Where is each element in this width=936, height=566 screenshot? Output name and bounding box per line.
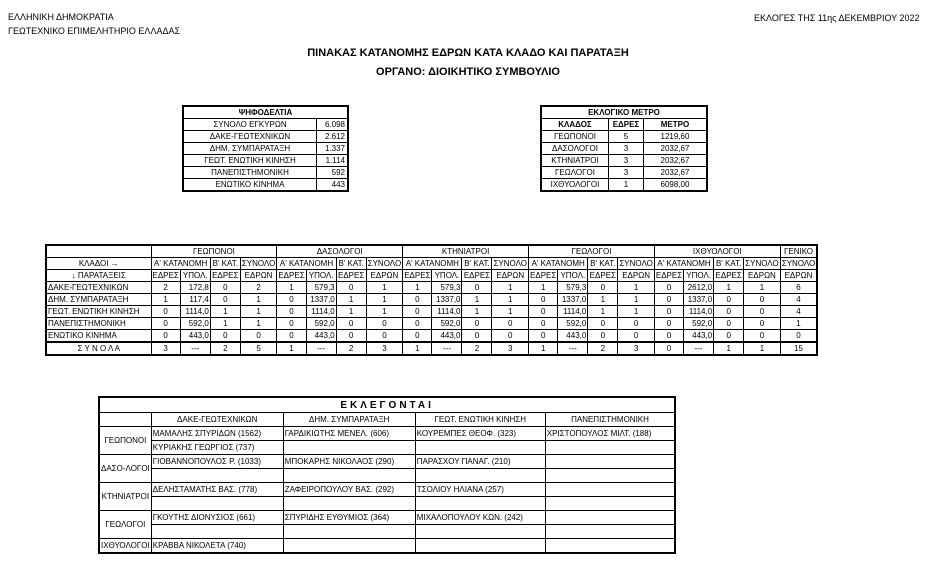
dist-faction-row: [46, 294, 817, 306]
elected-candidate: ΔΕΛΗΣΤΑΜΑΤΗΣ ΒΑΣ. (778): [151, 483, 283, 497]
dist-cell: 0: [240, 330, 277, 343]
meter-table: [540, 105, 708, 192]
elected-candidate: [283, 525, 415, 539]
dist-cell: 0: [618, 318, 655, 330]
dist-cell: 0: [744, 330, 781, 343]
dist-cell: 172,8: [180, 282, 210, 294]
elected-candidate: [151, 525, 283, 539]
dist-total-cell: 2: [462, 342, 492, 355]
dist-faction-label: ΠΑΝΕΠΙΣΤΗΜΟΝΙΚΗ: [46, 318, 151, 330]
dist-cell: 0: [492, 318, 529, 330]
dist-branch-header: ΓΕΩΛΟΓΟΙ: [529, 245, 655, 258]
dist-faction-row: [46, 306, 817, 318]
dist-sub2-cell: ΕΔΡΕΣ: [589, 271, 616, 280]
page-subtitle: ΟΡΓΑΝΟ: ΔΙΟΙΚΗΤΙΚΟ ΣΥΜΒΟΥΛΙΟ: [376, 66, 560, 78]
elected-candidate: [415, 525, 545, 539]
dist-total-cell: 1: [529, 342, 558, 355]
dist-total-cell: 1: [277, 342, 306, 355]
votes-table: [182, 105, 349, 192]
dist-cell: 1: [492, 282, 529, 294]
dist-faction-row: [46, 282, 817, 294]
elected-header-row: [99, 413, 675, 427]
dist-cell: 0: [210, 294, 240, 306]
meter-row: [541, 143, 707, 155]
elected-candidate: [415, 441, 545, 455]
elected-row: [99, 427, 675, 441]
meter-cell: ΚΤΗΝΙΑΤΡΟΙ: [541, 155, 609, 167]
dist-cell: 0: [403, 306, 432, 318]
elected-row: [99, 441, 675, 455]
dist-general-header: ΓΕΝΙΚΟ: [780, 245, 817, 258]
dist-cell: 1: [588, 306, 618, 318]
dist-cell: 1: [336, 294, 366, 306]
dist-grand-total: 15: [780, 342, 817, 355]
dist-total-cell: ---: [432, 342, 462, 355]
elected-candidate: ΚΥΡΙΑΚΗΣ ΓΕΩΡΓΙΟΣ (737): [151, 441, 283, 455]
dist-cell: 0: [714, 294, 744, 306]
elected-faction-header: ΔΑΚΕ-ΓΕΩΤΕΧΝΙΚΩΝ: [151, 413, 283, 427]
votes-row: [183, 143, 348, 155]
dist-total-cell: 3: [618, 342, 655, 355]
dist-cell: 0: [529, 294, 558, 306]
meter-cell: 2032,67: [644, 143, 708, 155]
dist-cell: 0: [277, 306, 306, 318]
dist-cell: 1: [588, 294, 618, 306]
dist-cell: 1: [462, 294, 492, 306]
dist-cell: 443,0: [684, 330, 714, 343]
dist-branch-header: ΔΑΣΟΛΟΓΟΙ: [277, 245, 403, 258]
dist-total-cell: 3: [492, 342, 529, 355]
dist-sub1-cell: ΣΥΝΟΛΟ: [745, 259, 779, 268]
votes-row: [183, 155, 348, 167]
dist-sub2-cell: ΕΔΡΕΣ: [655, 271, 683, 280]
dist-faction-label: ΔΗΜ. ΣΥΜΠΑΡΑΤΑΞΗ: [46, 294, 151, 306]
dist-sub1-cell: Β' ΚΑΤ.: [336, 258, 366, 270]
dist-branch-row: [46, 245, 817, 258]
elected-candidate: [283, 469, 415, 483]
elected-candidate: [545, 525, 675, 539]
dist-sub1-cell: Α' ΚΑΤΑΝΟΜΗ: [654, 258, 713, 270]
dist-cell: 1: [151, 294, 180, 306]
meter-cell: 3: [609, 143, 644, 155]
elected-candidate: [545, 455, 675, 469]
dist-cell: 1: [492, 294, 529, 306]
dist-sub1-cell: ΣΥΝΟΛΟ: [241, 259, 276, 268]
dist-faction-label: ΕΝΩΤΙΚΟ ΚΙΝΗΜΑ: [46, 330, 151, 343]
elected-table: [98, 396, 676, 554]
dist-cell: 0: [744, 318, 781, 330]
dist-branch-header: ΙΧΘΥΟΛΟΓΟΙ: [654, 245, 780, 258]
elected-candidate: [545, 511, 675, 525]
dist-sub2-cell: ΕΔΡΕΣ: [404, 271, 431, 280]
elected-row: [99, 539, 675, 554]
dist-cell: 0: [277, 330, 306, 343]
meter-cell: ΓΕΩΛΟΓΟΙ: [541, 167, 609, 179]
dist-cell: 592,0: [180, 318, 210, 330]
meter-header-cell: ΚΛΑΔΟΣ: [541, 119, 609, 131]
distribution-table: [45, 244, 818, 356]
elected-row: [99, 525, 675, 539]
dist-sub2-cell: ΕΔΡΕΣ: [463, 271, 491, 280]
elected-candidate: ΧΡΙΣΤΟΠΟΥΛΟΣ ΜΙΛΤ. (188): [545, 427, 675, 441]
votes-value: 443: [317, 179, 349, 192]
dist-row-total: 4: [780, 294, 817, 306]
dist-sub2-cell: ΕΔΡΩΝ: [618, 270, 655, 282]
dist-cell: 0: [588, 330, 618, 343]
dist-cell: 1: [240, 294, 277, 306]
dist-cell: 1337,0: [684, 294, 714, 306]
elected-candidate: ΜΙΧΑΛΟΠΟΥΛΟΥ ΚΩΝ. (242): [415, 511, 545, 525]
dist-cell: 0: [714, 330, 744, 343]
dist-cell: 0: [654, 294, 683, 306]
dist-sub2-cell: ΕΔΡΕΣ: [212, 271, 239, 280]
elected-corner: [99, 413, 151, 427]
dist-cell: 0: [462, 282, 492, 294]
dist-cell: 0: [529, 318, 558, 330]
dist-cell: 2612,0: [684, 282, 714, 294]
dist-cell: 1114,0: [306, 306, 336, 318]
org-line-republic: ΕΛΛΗΝΙΚΗ ΔΗΜΟΚΡΑΤΙΑ: [8, 12, 114, 22]
dist-total-cell: 2: [588, 342, 618, 355]
elected-category: ΓΕΩΠΟΝΟΙ: [99, 427, 151, 455]
dist-cell: 0: [403, 330, 432, 343]
dist-sub2-cell: ΥΠΟΛ.: [432, 270, 462, 282]
meter-header-row: [541, 119, 707, 131]
dist-cell: 1: [462, 306, 492, 318]
dist-total-cell: ---: [180, 342, 210, 355]
dist-cell: 0: [277, 294, 306, 306]
elected-row: [99, 483, 675, 497]
dist-total-cell: 3: [366, 342, 403, 355]
votes-label: ΔΑΚΕ-ΓΕΩΤΕΧΝΙΚΩΝ: [183, 131, 317, 143]
dist-total-cell: 1: [714, 342, 744, 355]
dist-cell: 592,0: [432, 318, 462, 330]
elected-candidate: ΠΑΡΑΣΧΟΥ ΠΑΝΑΓ. (210): [415, 455, 545, 469]
elected-candidate: ΤΣΟΛΙΟΥ ΗΛΙΑΝΑ (257): [415, 483, 545, 497]
votes-title: ΨΗΦΟΔΕΛΤΙΑ: [183, 106, 348, 119]
dist-sub2-cell: ΕΔΡΕΣ: [152, 271, 179, 280]
dist-cell: 1: [277, 282, 306, 294]
elected-candidate: [283, 497, 415, 511]
dist-faction-label: ΓΕΩΤ. ΕΝΩΤΙΚΗ ΚΙΝΗΣΗ: [46, 306, 151, 318]
dist-cell: 0: [492, 330, 529, 343]
votes-label: ΠΑΝΕΠΙΣΤΗΜΟΝΙΚΗ: [183, 167, 317, 179]
elected-candidate: ΓΚΟΥΤΗΣ ΔΙΟΝΥΣΙΟΣ (661): [151, 511, 283, 525]
elected-row: [99, 497, 675, 511]
elected-candidate: [545, 483, 675, 497]
dist-cell: 0: [151, 330, 180, 343]
elected-candidate: ΖΑΦΕΙΡΟΠΟΥΛΟΥ ΒΑΣ. (292): [283, 483, 415, 497]
elected-faction-header: ΓΕΩΤ. ΕΝΩΤΙΚΗ ΚΙΝΗΣΗ: [415, 413, 545, 427]
dist-factions-label: ↓ ΠΑΡΑΤΑΞΕΙΣ: [46, 270, 151, 282]
elected-row: [99, 455, 675, 469]
dist-cell: 1114,0: [684, 306, 714, 318]
dist-cell: 1: [366, 306, 403, 318]
meter-cell: 3: [609, 167, 644, 179]
elected-category: ΓΕΩΛΟΓΟΙ: [99, 511, 151, 539]
dist-cell: 443,0: [432, 330, 462, 343]
org-line-chamber: ΓΕΩΤΕΧΝΙΚΟ ΕΠΙΜΕΛΗΤΗΡΙΟ ΕΛΛΑΔΑΣ: [8, 26, 181, 36]
elected-candidate: [545, 441, 675, 455]
elected-candidate: [283, 539, 415, 554]
elected-faction-header: ΠΑΝΕΠΙΣΤΗΜΟΝΙΚΗ: [545, 413, 675, 427]
dist-cell: 0: [151, 318, 180, 330]
dist-total-cell: 1: [744, 342, 781, 355]
dist-cell: 1: [492, 306, 529, 318]
elected-candidate: ΓΙΟΒΑΝΝΟΠΟΥΛΟΣ Ρ. (1033): [151, 455, 283, 469]
meter-cell: 1: [609, 179, 644, 192]
dist-cell: 0: [588, 282, 618, 294]
meter-cell: 6098,00: [644, 179, 708, 192]
dist-general-sub1: ΣΥΝΟΛΟ: [781, 259, 816, 268]
dist-cell: 1337,0: [558, 294, 588, 306]
meter-row: [541, 155, 707, 167]
dist-sub1-cell: Α' ΚΑΤΑΝΟΜΗ: [529, 258, 588, 270]
dist-cell: 0: [529, 330, 558, 343]
dist-cell: 1: [618, 294, 655, 306]
dist-total-cell: 0: [654, 342, 683, 355]
elected-category: ΙΧΘΥΟΛΟΓΟΙ: [99, 539, 151, 554]
dist-cell: 0: [336, 282, 366, 294]
meter-cell: ΙΧΘΥΟΛΟΓΟΙ: [541, 179, 609, 192]
dist-total-cell: 5: [240, 342, 277, 355]
meter-cell: 2032,67: [644, 167, 708, 179]
dist-cell: 2: [151, 282, 180, 294]
elected-candidate: [545, 469, 675, 483]
votes-value: 592: [317, 167, 349, 179]
dist-cell: 0: [744, 306, 781, 318]
elected-row: [99, 511, 675, 525]
meter-cell: 1219,60: [644, 131, 708, 143]
elected-candidate: ΓΑΡΔΙΚΙΩΤΗΣ ΜΕΝΕΛ. (606): [283, 427, 415, 441]
election-date: ΕΚΛΟΓΕΣ ΤΗΣ 11ης ΔΕΚΕΜΒΡΙΟΥ 2022: [754, 13, 920, 23]
dist-cell: 0: [654, 318, 683, 330]
elected-candidate: [151, 469, 283, 483]
elected-candidate: [415, 469, 545, 483]
dist-cell: 1114,0: [558, 306, 588, 318]
dist-total-cell: ---: [684, 342, 714, 355]
elected-candidate: ΣΠΥΡΙΔΗΣ ΕΥΘΥΜΙΟΣ (364): [283, 511, 415, 525]
votes-value: 6.098: [317, 119, 349, 131]
elected-title: ΕΚΛΕΓΟΝΤΑΙ: [99, 397, 675, 413]
dist-cell: 0: [210, 282, 240, 294]
dist-cell: 0: [744, 294, 781, 306]
dist-sub2-cell: ΕΔΡΩΝ: [492, 270, 529, 282]
votes-value: 2.612: [317, 131, 349, 143]
dist-total-cell: 3: [151, 342, 180, 355]
dist-total-cell: 2: [210, 342, 240, 355]
dist-cell: 592,0: [306, 318, 336, 330]
votes-row: [183, 119, 348, 131]
dist-cell: 1: [366, 282, 403, 294]
dist-cell: 1: [210, 318, 240, 330]
elected-faction-header: ΔΗΜ. ΣΥΜΠΑΡΑΤΑΞΗ: [283, 413, 415, 427]
dist-cell: 0: [403, 294, 432, 306]
votes-label: ΓΕΩΤ. ΕΝΩΤΙΚΗ ΚΙΝΗΣΗ: [183, 155, 317, 167]
dist-totals-label: Σ Υ Ν Ο Λ Α: [46, 342, 151, 355]
dist-cell: 443,0: [180, 330, 210, 343]
votes-label: ΔΗΜ. ΣΥΜΠΑΡΑΤΑΞΗ: [183, 143, 317, 155]
elected-candidate: [415, 539, 545, 554]
dist-sub2-cell: ΕΔΡΕΣ: [530, 271, 557, 280]
dist-cell: 0: [210, 330, 240, 343]
dist-sub1-cell: Β' ΚΑΤ.: [588, 258, 618, 270]
meter-cell: ΓΕΩΠΟΝΟΙ: [541, 131, 609, 143]
dist-cell: 0: [462, 330, 492, 343]
dist-cell: 443,0: [558, 330, 588, 343]
dist-cell: 1: [210, 306, 240, 318]
dist-corner: [46, 245, 151, 258]
dist-sub1-cell: Β' ΚΑΤ.: [210, 258, 240, 270]
dist-cell: 1: [403, 282, 432, 294]
dist-sub2-cell: ΕΔΡΩΝ: [240, 270, 277, 282]
org-header: [8, 10, 180, 38]
dist-cell: 0: [336, 318, 366, 330]
dist-cell: 0: [403, 318, 432, 330]
elected-category: ΔΑΣΟ-ΛΟΓΟΙ: [99, 455, 151, 483]
dist-cell: 1114,0: [180, 306, 210, 318]
votes-value: 1.337: [317, 143, 349, 155]
dist-cell: 0: [714, 318, 744, 330]
dist-cell: 0: [151, 306, 180, 318]
dist-cell: 0: [618, 330, 655, 343]
dist-cell: 1: [618, 306, 655, 318]
votes-row: [183, 131, 348, 143]
dist-cell: 1: [714, 282, 744, 294]
dist-sub2-cell: ΥΠΟΛ.: [306, 270, 336, 282]
dist-cell: 592,0: [558, 318, 588, 330]
dist-total-cell: ---: [558, 342, 588, 355]
dist-row-total: 6: [780, 282, 817, 294]
elected-candidate: ΜΠΟΚΑΡΗΣ ΝΙΚΟΛΑΟΣ (290): [283, 455, 415, 469]
dist-cell: 0: [462, 318, 492, 330]
dist-sub2-cell: ΕΔΡΕΣ: [715, 271, 742, 280]
elected-candidate: [151, 497, 283, 511]
dist-cell: 0: [366, 318, 403, 330]
meter-row: [541, 131, 707, 143]
meter-title: ΕΚΛΟΓΙΚΟ ΜΕΤΡΟ: [541, 106, 707, 119]
votes-label: ΣΥΝΟΛΟ ΕΓΚΥΡΩΝ: [183, 119, 317, 131]
dist-cell: 0: [654, 282, 683, 294]
elected-candidate: [283, 441, 415, 455]
dist-sub2-row: [46, 270, 817, 282]
dist-sub1-cell: Α' ΚΑΤΑΝΟΜΗ: [151, 258, 210, 270]
elected-category: ΚΤΗΝΙΑΤΡΟΙ: [99, 483, 151, 511]
dist-cell: 1: [618, 282, 655, 294]
dist-cell: 0: [366, 330, 403, 343]
dist-cell: 0: [714, 306, 744, 318]
dist-cell: 1: [336, 306, 366, 318]
dist-cell: 0: [529, 306, 558, 318]
votes-row: [183, 167, 348, 179]
elected-candidate: ΜΑΜΑΛΗΣ ΣΠΥΡΙΔΩΝ (1562): [151, 427, 283, 441]
votes-value: 1.114: [317, 155, 349, 167]
dist-sub2-cell: ΕΔΡΩΝ: [744, 270, 781, 282]
dist-cell: 592,0: [684, 318, 714, 330]
dist-sub2-cell: ΥΠΟΛ.: [180, 270, 210, 282]
dist-sub2-cell: ΕΔΡΩΝ: [366, 270, 403, 282]
dist-cell: 579,3: [432, 282, 462, 294]
dist-sub1-cell: ΣΥΝΟΛΟ: [619, 259, 653, 268]
dist-total-cell: 2: [336, 342, 366, 355]
dist-sub1-cell: ΣΥΝΟΛΟ: [493, 259, 528, 268]
dist-branch-header: ΚΤΗΝΙΑΤΡΟΙ: [403, 245, 529, 258]
dist-cell: 1337,0: [306, 294, 336, 306]
dist-cell: 1: [529, 282, 558, 294]
dist-row-total: 4: [780, 306, 817, 318]
dist-faction-label: ΔΑΚΕ-ΓΕΩΤΕΧΝΙΚΩΝ: [46, 282, 151, 294]
meter-cell: 2032,67: [644, 155, 708, 167]
meter-cell: 5: [609, 131, 644, 143]
meter-row: [541, 167, 707, 179]
elected-candidate: ΚΟΥΡΕΜΠΕΣ ΘΕΟΦ. (323): [415, 427, 545, 441]
dist-sub2-cell: ΕΔΡΕΣ: [337, 271, 365, 280]
elected-candidate: [545, 539, 675, 554]
dist-sub1-cell: Β' ΚΑΤ.: [714, 258, 744, 270]
elected-candidate: ΚΡΑΒΒΑ ΝΙΚΟΛΕΤΑ (740): [151, 539, 283, 554]
meter-header-cell: ΜΕΤΡΟ: [644, 119, 708, 131]
dist-cell: 1: [366, 294, 403, 306]
dist-sub2-cell: ΥΠΟΛ.: [684, 270, 714, 282]
dist-total-cell: 1: [403, 342, 432, 355]
dist-row-total: 1: [780, 318, 817, 330]
dist-sub1-cell: Α' ΚΑΤΑΝΟΜΗ: [403, 258, 462, 270]
dist-cell: 117,4: [180, 294, 210, 306]
dist-cell: 1: [744, 282, 781, 294]
votes-row: [183, 179, 348, 192]
dist-cell: 1337,0: [432, 294, 462, 306]
dist-row-total: 0: [780, 330, 817, 343]
dist-cell: 443,0: [306, 330, 336, 343]
dist-cell: 0: [588, 318, 618, 330]
dist-sub2-cell: ΕΔΡΕΣ: [278, 271, 305, 280]
dist-cell: 1: [240, 306, 277, 318]
dist-cell: 2: [240, 282, 277, 294]
dist-cell: 579,3: [306, 282, 336, 294]
dist-totals-row: [46, 342, 817, 355]
dist-sub1-row: [46, 258, 817, 270]
dist-cell: 0: [336, 330, 366, 343]
meter-cell: ΔΑΣΟΛΟΓΟΙ: [541, 143, 609, 155]
dist-faction-row: [46, 318, 817, 330]
elected-candidate: [545, 497, 675, 511]
dist-sub1-cell: ΣΥΝΟΛΟ: [367, 259, 402, 268]
elected-candidate: [415, 497, 545, 511]
dist-cell: 0: [654, 306, 683, 318]
dist-cell: 579,3: [558, 282, 588, 294]
meter-header-cell: ΕΔΡΕΣ: [609, 119, 644, 131]
votes-label: ΕΝΩΤΙΚΟ ΚΙΝΗΜΑ: [183, 179, 317, 192]
elected-row: [99, 469, 675, 483]
dist-cell: 0: [654, 330, 683, 343]
dist-cell: 1: [240, 318, 277, 330]
dist-general-sub2: ΕΔΡΩΝ: [780, 270, 817, 282]
page-title: ΠΙΝΑΚΑΣ ΚΑΤΑΝΟΜΗΣ ΕΔΡΩΝ ΚΑΤΑ ΚΛΑΔΟ ΚΑΙ ΠΑΡΑΤΑΞΗ: [307, 47, 629, 59]
dist-total-cell: ---: [306, 342, 336, 355]
dist-cell: 1114,0: [432, 306, 462, 318]
dist-branches-label: ΚΛΑΔΟΙ →: [46, 258, 151, 270]
dist-sub2-cell: ΥΠΟΛ.: [558, 270, 588, 282]
dist-branch-header: ΓΕΩΠΟΝΟΙ: [151, 245, 277, 258]
dist-sub1-cell: Β' ΚΑΤ.: [462, 258, 492, 270]
dist-faction-row: [46, 330, 817, 343]
dist-cell: 0: [277, 318, 306, 330]
dist-sub1-cell: Α' ΚΑΤΑΝΟΜΗ: [277, 258, 336, 270]
meter-row: [541, 179, 707, 192]
meter-cell: 3: [609, 155, 644, 167]
